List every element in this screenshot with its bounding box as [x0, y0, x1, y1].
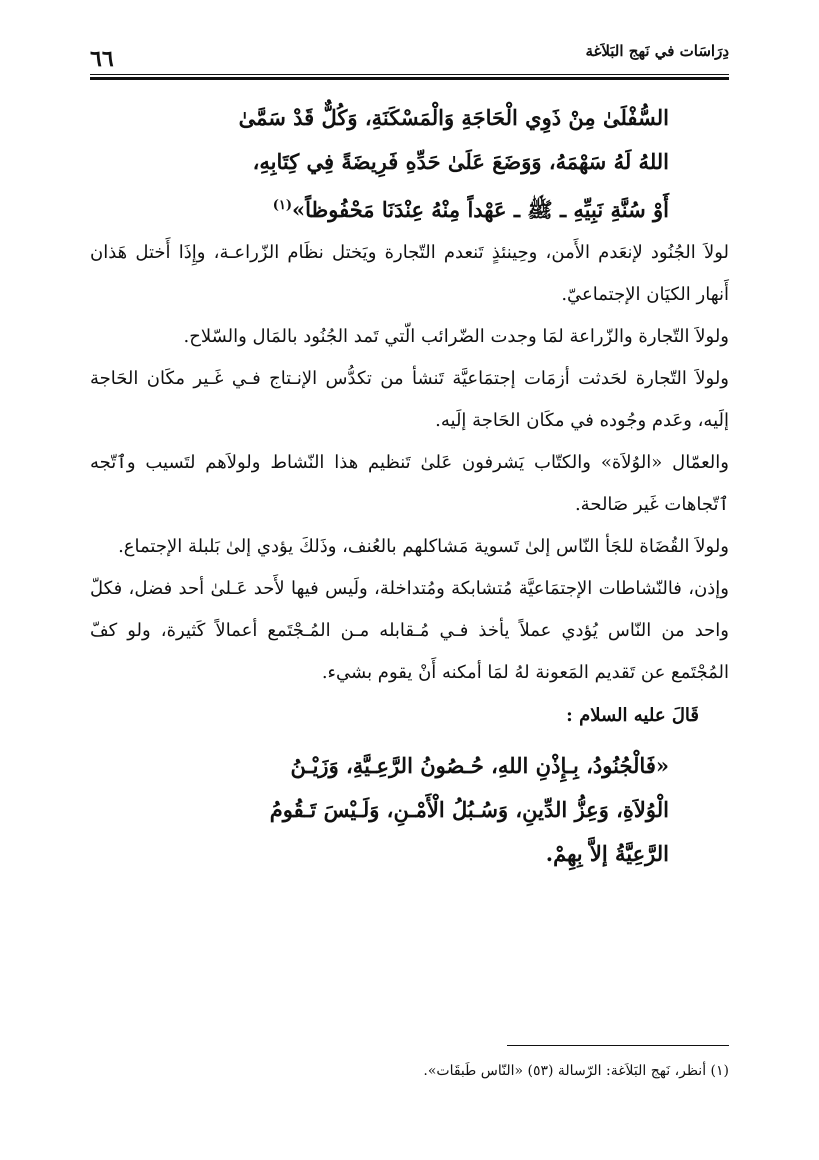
quote-line: السُّفْلَىٰ مِنْ ذَوِي الْحَاجَةِ وَالْمَسْكَنَةِ، وَكُلٌّ قَدْ سَمَّىٰ: [238, 105, 669, 130]
quote-line: [140, 184, 669, 232]
footnote-mark: (١): [272, 198, 293, 213]
running-header: [90, 38, 729, 82]
quote-line: «فَالْجُنُودُ، بِـإِذْنِ اللهِ، حُـصُونُ الرَّعِـيَّةِ، وَزَيْـنُ: [290, 753, 669, 778]
book-title: دِرَاسَات في نَهج البَلاَغة: [585, 42, 729, 60]
footnote: (١) أنظر، نَهج البَلاَغة: الرّسالة (٥٣) «النّاس طَبقَات».: [423, 1063, 729, 1079]
paragraph: لولاَ الجُنُود لإنعَدم الأَمن، وحِينئذٍ تَنعدم التّجارة ويَختل نظَام الزّراعـة، وإِذَا أَختل هَذان أَنهار الكيَان الإجتماعيّ.: [90, 242, 729, 305]
quote-block-top: [90, 96, 729, 232]
speaker-line: قَالَ عليه السلام :: [566, 705, 699, 726]
paragraph: والعمّال «الوُلاَة» والكتّاب يَشرفون عَلىٰ تَنظيم هذا النّشاط ولولاَهم لتَسيب وٱتّجه ٱتّجاهات غَير صَالحة.: [90, 452, 729, 515]
paragraph: وإذن، فالنّشاطات الإجتمَاعيَّة مُتشابكة ومُتداخلة، ولَيس فيها لأَحد عَـلىٰ أحد فضل، فكلّ واحد من النّاس يُؤدي عملاً يأخذ فـي مُـقابله مـن المُـجْتَمع أعمالاً كَثيرة، ولو كفّ المُجْتَمع عن تَقديم المَعونة لهُ لمَا أمكنه أَنْ يقوم بشيء.: [90, 578, 729, 683]
footnote-divider: [507, 1045, 729, 1046]
quote-line: اللهُ لَهُ سَهْمَهُ، وَوَضَعَ عَلَىٰ حَدِّهِ فَرِيضَةً فِي كِتَابِهِ،: [252, 149, 669, 174]
quote-line: الرَّعِيَّةُ إلاَّ بِهِمْ.: [545, 841, 669, 866]
page-number: ٦٦: [90, 46, 114, 72]
quote-line: الْوُلاَةِ، وَعِزُّ الدِّينِ، وَسُـبُلُ الْأَمْـنِ، وَلَـيْسَ تَـقُومُ: [269, 797, 669, 822]
quote-block-bottom: [90, 744, 729, 876]
quote-line-text: أَوْ سُنَّةِ نَبِيِّهِ ـ ﷺ ـ عَهْداً مِنْهُ عِنْدَنَا مَحْفُوظاً»: [292, 197, 669, 222]
header-rule-thin: [90, 74, 729, 75]
paragraph: ولولاَ التّجارة لحَدثت أزمَات إجتمَاعيَّة تَنشأ من تكدُّس الإنـتاج فـي غَـير مكَان الحَاجة إلَيه، وعَدم وجُوده في مكَان الحَاجة إلَيه.: [90, 368, 729, 431]
body-text: [90, 96, 729, 876]
paragraph: ولولاَ القُضَاة للجَأ النّاس إلىٰ تَسوية مَشاكلهم بالعُنف، وذَلكَ يؤدي إلىٰ بَلبلة الإجتماع.: [118, 536, 729, 557]
paragraph: ولولاَ التّجارة والزّراعة لمَا وجدت الضّرائب الّتي تَمد الجُنُود بالمَال والسّلاح.: [183, 326, 729, 347]
header-rule-thick: [90, 77, 729, 80]
